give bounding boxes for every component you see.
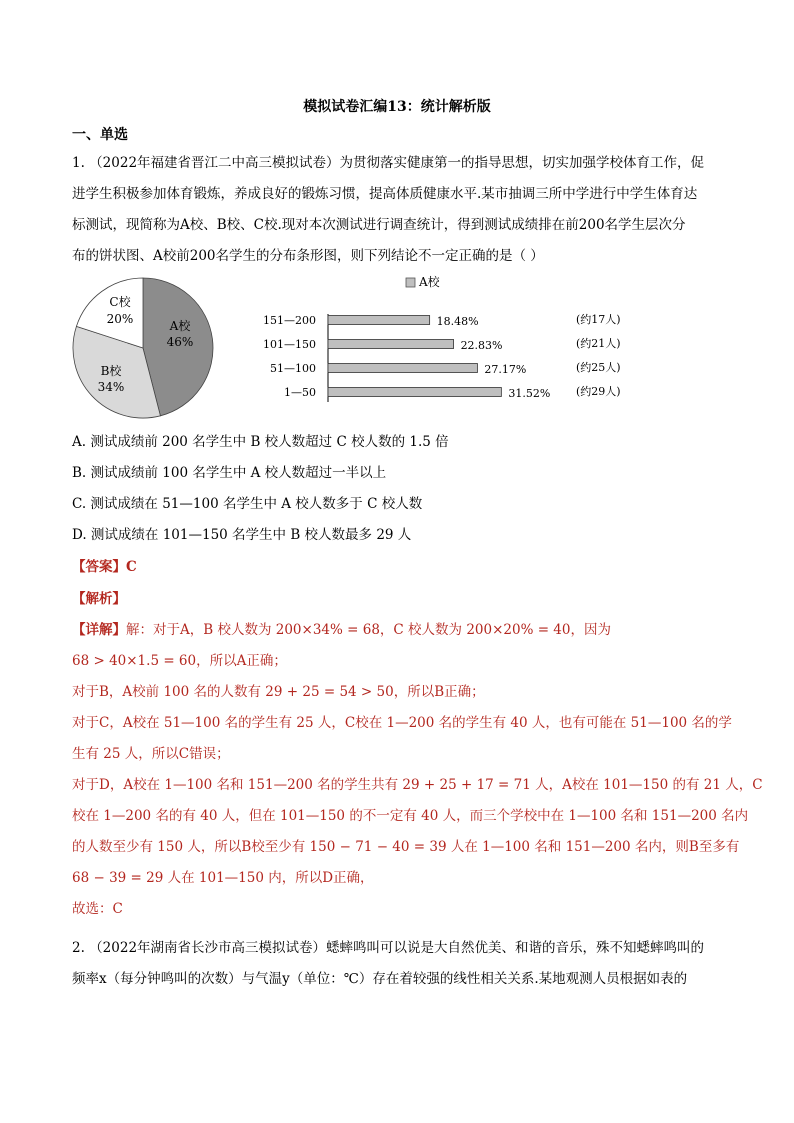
- bar-value-label: 31.52%: [508, 387, 551, 400]
- question-2-stem: [72, 933, 722, 995]
- pie-label-c-name: C校: [109, 295, 131, 309]
- option-b: B. 测试成绩前 100 名学生中 A 校人数超过一半以上: [72, 465, 387, 481]
- solution-line: 生有 25 人，所以C错误；: [72, 746, 230, 762]
- solution-line: 68 − 39 = 29 人在 101—150 内，所以D正确，: [72, 870, 374, 886]
- bar-category-label: 51—100: [270, 362, 316, 375]
- solution-text: [72, 615, 763, 925]
- bar-0: [328, 316, 430, 325]
- solution-line: 对于C，A校在 51—100 名的学生有 25 人，C校在 1—200 名的学生有 40 人，也有可能在 51—100 名的学: [72, 715, 732, 731]
- answer-label: 【答案】C: [72, 559, 137, 575]
- bar-category-label: 101—150: [263, 338, 316, 351]
- question-line: 2. （2022年湖南省长沙市高三模拟试卷）蟋蟀鸣叫可以说是大自然优美、和谐的音乐，殊不知蟋蟀鸣叫的: [72, 940, 705, 956]
- bar-value-label: 18.48%: [436, 315, 479, 328]
- solution-line: 对于B，A校前 100 名的人数有 29 + 25 = 54 > 50，所以B正确；: [72, 684, 485, 700]
- question-line: 标测试，现简称为A校、B校、C校.现对本次测试进行调查统计，得到测试成绩排在前200名学生层次分: [72, 217, 686, 233]
- detail-tag: 【详解】: [72, 622, 126, 638]
- question-line: 1. （2022年福建省晋江二中高三模拟试卷）为贯彻落实健康第一的指导思想，切实加强学校体育工作，促: [72, 155, 705, 171]
- question-1-stem: [72, 148, 722, 272]
- page-title: 模拟试卷汇编13：统计解析版: [303, 99, 491, 115]
- bar-category-label: 151—200: [263, 314, 316, 327]
- solution-line: 的人数至少有 150 人，所以B校至少有 150 − 71 − 40 = 39 人在 1—100 名和 151—200 名内，则B至多有: [72, 839, 740, 855]
- pie-label-b-value: 34%: [97, 380, 125, 394]
- solution-line: [72, 615, 722, 646]
- option-a: A. 测试成绩前 200 名学生中 B 校人数超过 C 校人数的 1.5 倍: [72, 434, 449, 450]
- pie-label-c-value: 20%: [106, 312, 134, 326]
- solution-line: 故选：C: [72, 901, 123, 917]
- bar-1: [328, 340, 454, 349]
- question-line: 频率x（每分钟鸣叫的次数）与气温y（单位：℃）存在着较强的线性相关关系.某地观测人员根据如表的: [72, 971, 688, 987]
- bar-note-label: (约29人): [576, 385, 621, 398]
- bar-2: [328, 364, 477, 373]
- question-line: 布的饼状图、A校前200名学生的分布条形图，则下列结论不一定正确的是（ ）: [72, 248, 544, 264]
- bar-value-label: 27.17%: [484, 363, 527, 376]
- solution-fragment: 解：对于A，B 校人数为 200×34% = 68，C 校人数为 200×20% = 40，因为: [126, 622, 611, 638]
- analysis-label: 【解析】: [72, 591, 126, 607]
- legend-label: A校: [419, 275, 440, 289]
- bar-value-label: 22.83%: [460, 339, 503, 352]
- solution-line: 68 > 40×1.5 = 60，所以A正确；: [72, 653, 287, 669]
- pie-label-b-name: B校: [100, 364, 122, 378]
- bar-note-label: (约21人): [576, 337, 621, 350]
- pie-label-a-value: 46%: [166, 335, 194, 349]
- section-heading: 一、单选: [72, 127, 128, 143]
- pie-chart: [64, 276, 224, 426]
- pie-label-a-name: A校: [169, 319, 191, 333]
- question-line: 进学生积极参加体育锻炼，养成良好的锻炼习惯，提高体质健康水平.某市抽调三所中学进行中学生体育达: [72, 186, 698, 202]
- bar-category-label: 1—50: [284, 386, 316, 399]
- option-c: C. 测试成绩在 51—100 名学生中 A 校人数多于 C 校人数: [72, 496, 423, 512]
- solution-line: 校在 1—200 名的有 40 人，但在 101—150 的不一定有 40 人，而三个学校中在 1—100 名和 151—200 名内: [72, 808, 749, 824]
- bar-note-label: (约17人): [576, 313, 621, 326]
- legend-swatch: [406, 278, 415, 287]
- option-d: D. 测试成绩在 101—150 名学生中 B 校人数最多 29 人: [72, 527, 412, 543]
- bar-chart: [248, 272, 648, 412]
- bar-note-label: (约25人): [576, 361, 621, 374]
- solution-line: 对于D，A校在 1—100 名和 151—200 名的学生共有 29 + 25 + 17 = 71 人，A校在 101—150 的有 21 人，C: [72, 777, 763, 793]
- bar-3: [328, 388, 501, 397]
